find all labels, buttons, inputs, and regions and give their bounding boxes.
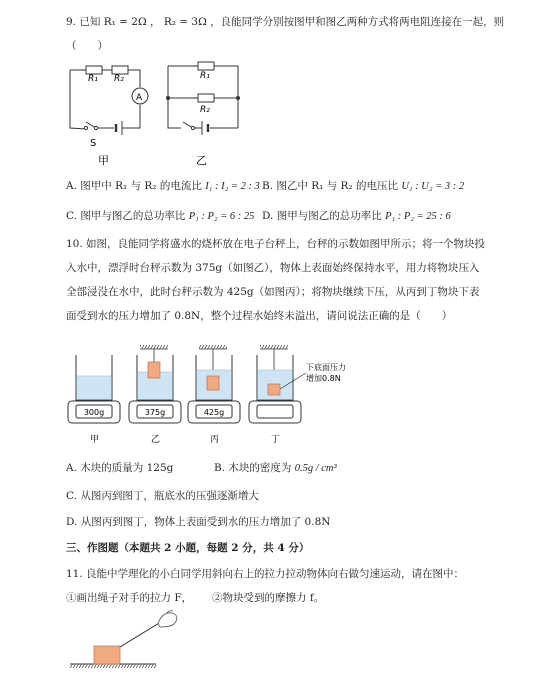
- q11-hand-icon: [158, 613, 177, 627]
- scale-reading-bing: 425g: [203, 408, 225, 417]
- jia-r2-label: R₂: [114, 74, 124, 84]
- q10-line-3: 全部浸没在水中，此时台秤示数为 425g（如图丙）；将物块继续下压，从丙到丁物块下表: [66, 286, 480, 298]
- yi-caption: 乙: [196, 154, 207, 167]
- q10-line-2: 入水中，漂浮时台秤示数为 375g（如图乙），物体上表面始终保持水平，用力将物块压入: [66, 262, 480, 274]
- q10-line-4: 面受到水的压力增加了 0.8N，整个过程水始终未溢出，请问说法正确的是（ ）: [66, 310, 453, 322]
- q10-option-a: A. 木块的质量为 125g: [66, 462, 174, 474]
- q11-item-2: ②物块受到的摩擦力 f。: [212, 592, 325, 604]
- scale-reading-yi: 375g: [144, 408, 166, 417]
- q9-option-a: A. 图甲中 R₁ 与 R₂ 的电流比 I₁ : I₂ = 2 : 3: [66, 180, 260, 192]
- q10-option-b: B. 木块的密度为 0.5g / cm³: [214, 462, 337, 474]
- yi-r1-label: R₁: [200, 71, 210, 81]
- ding-annotation-1: 下底面压力: [306, 363, 346, 372]
- scale-reading-jia: 300g: [83, 408, 105, 417]
- caption-ding: 丁: [271, 435, 281, 445]
- q9-answer-paren: （ ）: [66, 40, 108, 52]
- ammeter-label: A: [136, 93, 143, 103]
- caption-yi: 乙: [151, 435, 161, 445]
- jia-r1-label: R₁: [88, 74, 98, 84]
- q9-circuit-figures: [0, 52, 554, 172]
- q9-option-b: B. 图乙中 R₁ 与 R₂ 的电压比 U₁ : U₂ = 3 : 2: [262, 180, 465, 192]
- q11-stem: 11. 良能中学理化的小白同学用斜向右上的拉力拉动物体向右做匀速运动，请在图中：: [66, 568, 465, 580]
- yi-r2-label: R₂: [200, 105, 210, 115]
- q10-option-d: D. 从图丙到图丁，物体上表面受到水的压力增加了 0.8N: [66, 516, 331, 528]
- q10-scale-figures: [0, 338, 554, 453]
- section-3-title: 三、作图题（本题共 2 小题，每题 2 分，共 4 分）: [66, 542, 310, 554]
- caption-jia: 甲: [90, 435, 100, 445]
- q11-rope: [120, 620, 164, 647]
- q9-option-d: D. 图甲与图乙的总功率比 P₁ : P₂ = 25 : 6: [262, 210, 451, 222]
- q9-stem: 9. 已知 R₁ = 2Ω ， R₂ = 3Ω ，良能同学分别按图甲和图乙两种方式将两电阻连接在一起，则: [66, 16, 505, 28]
- jia-caption: 甲: [98, 154, 109, 167]
- caption-bing: 丙: [210, 435, 220, 445]
- ding-annotation-2: 增加0.8N: [306, 374, 341, 383]
- q11-block: [94, 646, 120, 664]
- q11-figure: [0, 608, 554, 688]
- q11-item-1: ①画出绳子对手的拉力 F，: [66, 592, 193, 604]
- q10-line-1: 10. 如图，良能同学将盛水的烧杯放在电子台秤上，台秤的示数如图甲所示；将一个物块投: [66, 238, 486, 250]
- q10-option-c: C. 从图丙到图丁，瓶底水的压强逐渐增大: [66, 490, 259, 502]
- switch-label: S: [90, 138, 97, 149]
- q9-option-c: C. 图甲与图乙的总功率比 P₁ : P₂ = 6 : 25: [66, 210, 255, 222]
